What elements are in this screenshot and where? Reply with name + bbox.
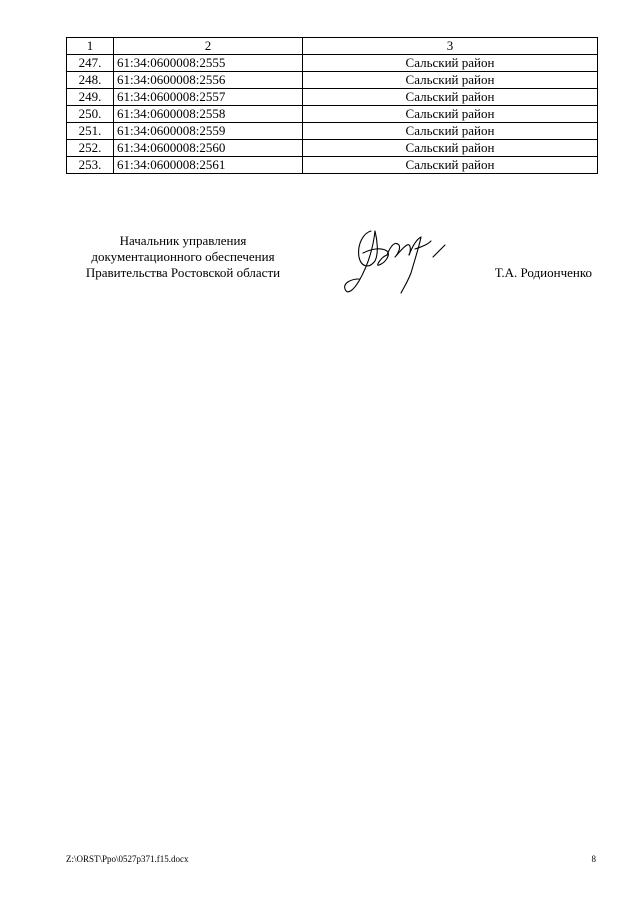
district-name: Сальский район	[303, 140, 598, 157]
position-line: Начальник управления	[119, 233, 247, 248]
column-header-2: 2	[114, 38, 303, 55]
cadastral-number: 61:34:0600008:2556	[114, 72, 303, 89]
table-row	[67, 157, 598, 174]
row-number: 249.	[67, 89, 114, 106]
cadastral-number: 61:34:0600008:2561	[114, 157, 303, 174]
signer-name: Т.А. Родионченко	[494, 265, 592, 280]
cadastral-number: 61:34:0600008:2557	[114, 89, 303, 106]
row-number: 250.	[67, 106, 114, 123]
district-name: Сальский район	[303, 72, 598, 89]
district-name: Сальский район	[303, 157, 598, 174]
column-header-3: 3	[303, 38, 598, 55]
cadastral-number: 61:34:0600008:2555	[114, 55, 303, 72]
table-header-row	[67, 38, 598, 55]
district-name: Сальский район	[303, 106, 598, 123]
registry-table	[66, 37, 598, 174]
district-name: Сальский район	[303, 89, 598, 106]
row-number: 247.	[67, 55, 114, 72]
district-name: Сальский район	[303, 123, 598, 140]
cadastral-number: 61:34:0600008:2558	[114, 106, 303, 123]
column-header-1: 1	[67, 38, 114, 55]
row-number: 252.	[67, 140, 114, 157]
table-row	[67, 140, 598, 157]
file-path: Z:\ORST\Ppo\0527p371.f15.docx	[66, 854, 189, 864]
table-row	[67, 106, 598, 123]
table-row	[67, 89, 598, 106]
table-row	[67, 72, 598, 89]
row-number: 248.	[67, 72, 114, 89]
handwritten-signature	[341, 223, 451, 303]
cadastral-number: 61:34:0600008:2559	[114, 123, 303, 140]
cadastral-number: 61:34:0600008:2560	[114, 140, 303, 157]
row-number: 251.	[67, 123, 114, 140]
table-row	[67, 55, 598, 72]
position-line: документационного обеспечения	[91, 249, 275, 264]
page-number: 8	[591, 854, 596, 864]
position-line: Правительства Ростовской области	[85, 265, 281, 280]
table-row	[67, 123, 598, 140]
district-name: Сальский район	[303, 55, 598, 72]
signer-position	[66, 233, 300, 281]
signature-block	[66, 233, 598, 313]
row-number: 253.	[67, 157, 114, 174]
